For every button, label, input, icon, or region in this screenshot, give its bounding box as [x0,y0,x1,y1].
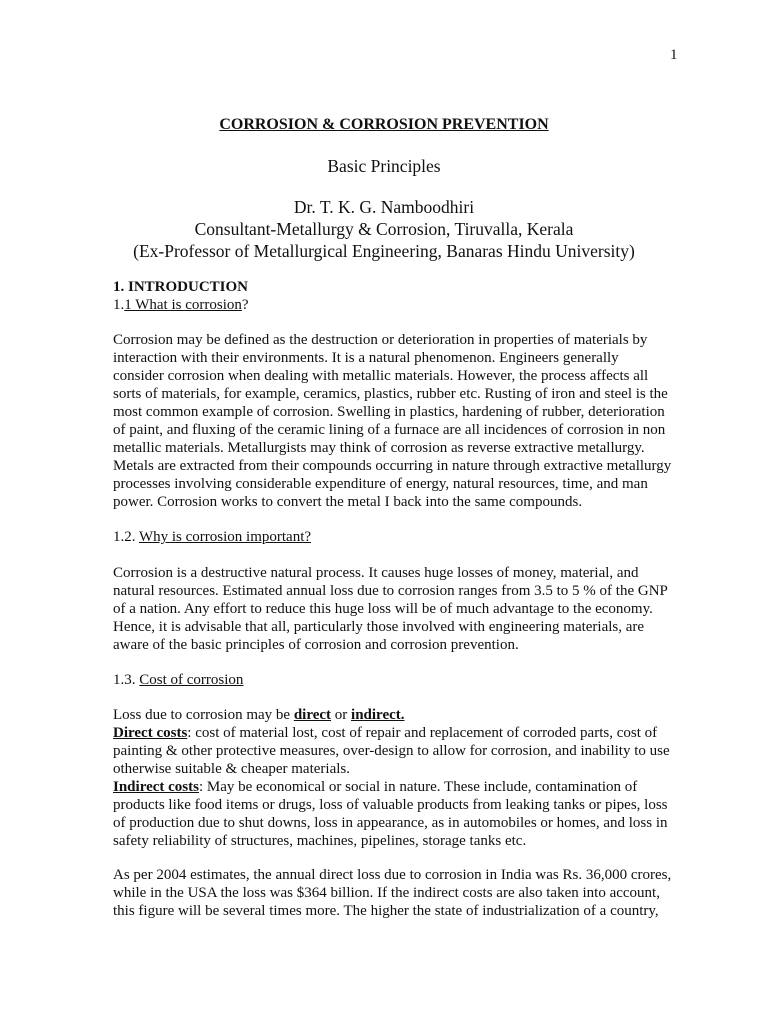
author-former-position: (Ex-Professor of Metallurgical Engineering, Banaras Hindu University) [133,241,635,261]
loss-intro [113,706,683,724]
author-name: Dr. T. K. G. Namboodhiri [293,197,475,217]
direct-costs-label: Direct costs [113,725,188,741]
indirect-costs-line [113,778,683,796]
indirect-costs-label: Indirect costs [113,779,199,795]
subsection-prefix: 1. [113,297,125,313]
document-subtitle: Basic Principles [327,156,441,176]
subsection-prefix: 1.2. [113,529,139,545]
text-line: power. Corrosion works to convert the metal I back into the same compounds. [113,494,583,510]
author-affiliation: Consultant-Metallurgy & Corrosion, Tiruvalla, Kerala [194,219,574,239]
text-line: metallic materials. Metallurgists may think of corrosion as reverse extractive metallurgy. [113,440,645,456]
subsection-1-1-heading [113,296,683,314]
text-line: of production due to shut downs, loss in appearance, as in automobiles or homes, and loss in [113,815,668,831]
text-line: of a nation. Any effort to reduce this huge loss will be of much advantage to the economy. [113,601,653,617]
subsection-suffix: ? [241,297,249,313]
paragraph-definition [113,331,683,511]
text-line: safety reliability of structures, machines, pipelines, storage tanks etc. [113,833,527,849]
subsection-title: Why is corrosion important? [138,529,312,545]
or-text: or [331,707,352,723]
text-line: interaction with their environments. It is a natural phenomenon. Engineers generally [113,350,619,366]
text-line: : cost of material lost, cost of repair and replacement of corroded parts, cost of [187,725,658,741]
text-line: this figure will be several times more. The higher the state of industrialization of a country, [113,903,659,919]
text-line: As per 2004 estimates, the annual direct loss due to corrosion in India was Rs. 36,000 crores, [113,867,672,883]
paragraph-estimates [113,866,683,920]
section-heading: 1. INTRODUCTION [113,279,249,295]
subsection-prefix: 1.3. [113,672,140,688]
text-line: Corrosion is a destructive natural process. It causes huge losses of money, material, and [113,565,639,581]
text-line: Hence, it is advisable that all, particularly those involved with engineering materials, are [113,619,645,635]
section-heading-block [113,278,683,314]
document-title: CORROSION & CORROSION PREVENTION [219,116,549,133]
text-line: of paint, and fluxing of the ceramic lining of a furnace are all incidences of corrosion in non [113,422,666,438]
indirect-keyword: indirect. [351,707,405,723]
text-line: aware of the basic principles of corrosion and corrosion prevention. [113,637,519,653]
direct-costs-line [113,724,683,742]
text-line: products like food items or drugs, loss of valuable products from leaking tanks or pipes, loss [113,797,668,813]
subsection-title: Cost of corrosion [139,672,244,688]
paragraph-importance [113,564,683,654]
text-line: otherwise suitable & cheaper materials. [113,761,350,777]
text-line: sorts of materials, for example, ceramics, plastics, rubber etc. Rusting of iron and steel is the [113,386,668,402]
loss-intro-text: Loss due to corrosion may be [113,707,294,723]
subsection-title: 1 What is corrosion [124,297,242,313]
text-line: consider corrosion when dealing with metallic materials. However, the process affects all [113,368,649,384]
subsection-1-3-heading [113,671,683,689]
text-line: natural resources. Estimated annual loss due to corrosion ranges from 3.5 to 5 % of the GNP [113,583,668,599]
page-number: 1 [670,47,678,63]
direct-keyword: direct [293,707,332,723]
subsection-1-2-heading [113,528,683,546]
text-line: : May be economical or social in nature. These include, contamination of [198,779,638,795]
text-line: Metals are extracted from their compounds occurring in nature through extractive metallurgy [113,458,672,474]
author-block [0,196,768,262]
cost-block [113,706,683,850]
text-line: painting & other protective measures, over-design to allow for corrosion, and inability to use [113,743,670,759]
text-line: while in the USA the loss was $364 billion. If the indirect costs are also taken into account, [113,885,660,901]
text-line: processes involving considerable expenditure of energy, natural resources, time, and man [113,476,648,492]
text-line: most common example of corrosion. Swelling in plastics, hardening of rubber, deterioration [113,404,665,420]
text-line: Corrosion may be defined as the destruction or deterioration in properties of materials by [113,332,648,348]
